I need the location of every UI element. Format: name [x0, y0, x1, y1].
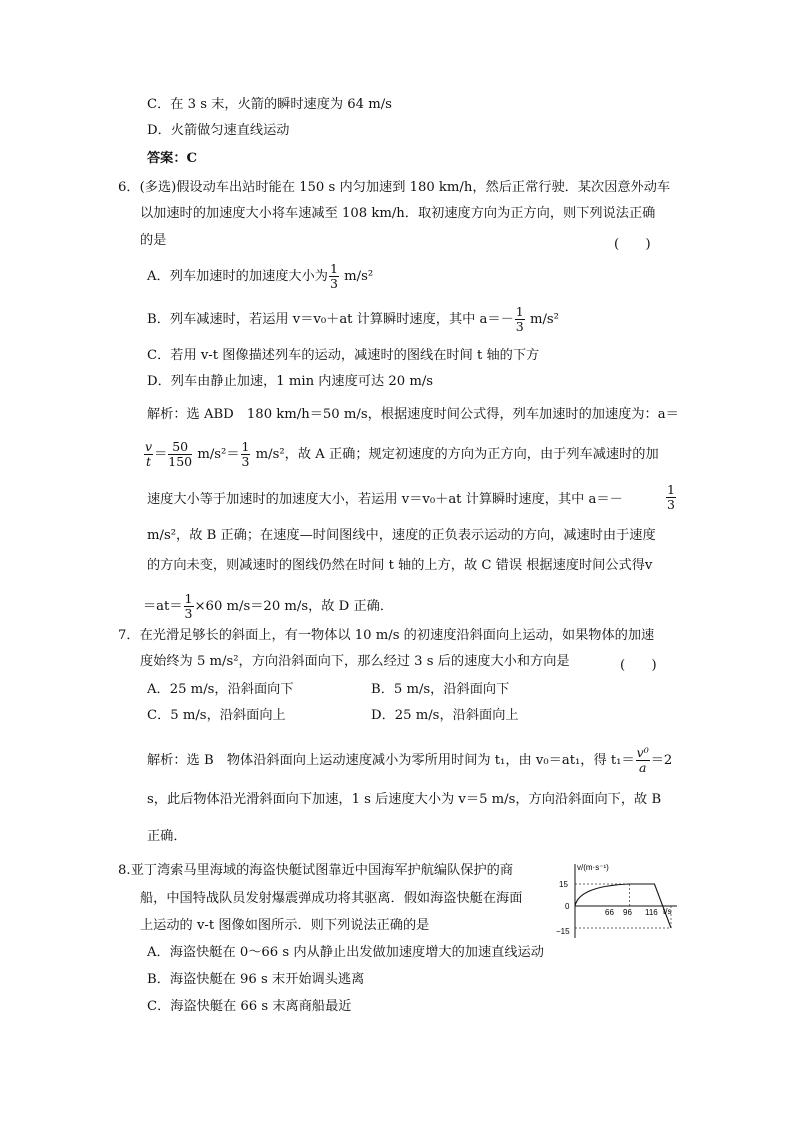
q7-solution-line2: s，此后物体沿光滑斜面向下加速，1 s 后速度大小为 v＝5 m/s，方向沿斜面向下，故 B [147, 792, 662, 807]
tick-label-116: 116 [645, 908, 658, 917]
y-axis-label: v/(m·s⁻¹) [577, 863, 609, 872]
fraction-one-third: $\frac{1}{3}$ [184, 591, 193, 621]
fraction-50-over-150: $\frac{50}{150}$ [168, 439, 193, 469]
q5-answer: 答案：C [147, 151, 198, 166]
q5-option-c: C．在 3 s 末，火箭的瞬时速度为 64 m/s [147, 97, 392, 112]
q8-option-b: B．海盗快艇在 96 s 末开始调头逃离 [147, 972, 365, 987]
q8-stem-line1: 8.亚丁湾索马里海域的海盗快艇试图靠近中国海军护航编队保护的商 [118, 863, 514, 878]
q6-solution-line6-post: ×60 m/s＝20 m/s，故 D 正确． [194, 599, 394, 614]
fraction-one-third: $\frac{1}{3}$ [241, 439, 250, 469]
q7-option-d: D．25 m/s，沿斜面向上 [371, 708, 519, 723]
q7-option-a: A．25 m/s，沿斜面向下 [147, 682, 294, 697]
q6-solution-line6-pre: ＝at＝ [143, 599, 183, 614]
tick-label-minus15: −15 [556, 927, 570, 936]
q5-option-d: D．火箭做匀速直线运动 [147, 123, 290, 138]
q7-answer-bracket: ( ) [620, 658, 657, 673]
q6-option-b-text: B．列车减速时，若运用 v＝v₀＋at 计算瞬时速度，其中 a＝－ [147, 312, 514, 327]
q6-stem-line1: 6．(多选)假设动车出站时能在 150 s 内匀加速到 180 km/h，然后正常行驶．某次因意外动车 [118, 180, 671, 195]
q6-option-d: D．列车由静止加速，1 min 内速度可达 20 m/s [147, 374, 434, 389]
q7-stem-line1: 7．在光滑足够长的斜面上，有一物体以 10 m/s 的初速度沿斜面向上运动，如果物体的加速 [118, 628, 655, 643]
fraction-v-over-t: $\frac{v}{t}$ [145, 439, 153, 469]
q6-option-a-text: A．列车加速时的加速度大小为 [147, 269, 328, 284]
fraction-one-third: $\frac{1}{3}$ [515, 304, 524, 334]
x-axis-label: t/s [663, 907, 672, 916]
q6-answer-bracket: ( ) [614, 237, 651, 252]
q7-option-c: C．5 m/s，沿斜面向上 [147, 708, 286, 723]
q6-solution-line4: m/s²，故 B 正确；在速度—时间图线中，速度的正负表示运动的方向，减速时由于速度 [147, 528, 656, 543]
tick-label-15: 15 [559, 880, 568, 889]
tick-label-66: 66 [605, 908, 614, 917]
q6-solution-line2: $\frac{v}{t}$ ＝ $\frac{50}{150}$ m/s²＝ $\frac{1}{3}$ m/s²，故 A 正确；规定初速度的方向为正方向，由于列车减速时的加 [145, 439, 659, 469]
q6-solution-line6 [143, 592, 393, 621]
tick-label-96: 96 [623, 908, 632, 917]
q6-solution-unit: m/s²＝ [197, 447, 240, 462]
q6-solution-line5: 的方向未变，则减速时的图线仍然在时间 t 轴的上方，故 C 错误 根据速度时间公式得v [147, 558, 653, 573]
q7-solution-line1-end: ＝2 [650, 753, 673, 768]
q7-solution-line3: 正确． [147, 829, 187, 844]
q6-stem-line3: 的是 [140, 233, 167, 248]
q6-option-b [147, 305, 559, 334]
q6-stem-line2: 以加速时的加速度大小将车速减至 108 km/h．取初速度方向为正方向，则下列说法正确 [140, 206, 656, 221]
fraction-v0-over-a: $\frac{\text{v⁰}}{a}$ [636, 745, 649, 775]
q8-option-a: A．海盗快艇在 0～66 s 内从静止出发做加速度增大的加速直线运动 [147, 945, 544, 960]
vt-graph [555, 858, 685, 942]
q6-option-b-unit: m/s² [529, 312, 559, 327]
tick-label-0: 0 [565, 902, 570, 911]
q6-solution-line2-text: m/s²，故 A 正确；规定初速度的方向为正方向，由于列车减速时的加 [255, 447, 659, 462]
q7-solution-line1 [147, 746, 672, 775]
q6-option-a [147, 262, 373, 291]
q6-solution-line3: 速度大小等于加速时的加速度大小，若运用 v＝v₀＋at 计算瞬时速度，其中 a＝－ [147, 492, 623, 507]
q7-solution-line1-text: 解析：选 B 物体沿斜面向上运动速度减小为零所用时间为 t₁，由 v₀＝at₁，得 t₁＝ [147, 753, 635, 768]
q8-option-c: C．海盗快艇在 66 s 末离商船最近 [147, 999, 352, 1014]
q6-option-a-unit: m/s² [344, 269, 374, 284]
q7-option-b: B．5 m/s，沿斜面向下 [371, 682, 510, 697]
q6-option-c: C．若用 v-t 图像描述列车的运动，减速时的图线在时间 t 轴的下方 [147, 348, 540, 363]
fraction-one-third: $\frac{1}{3}$ [667, 482, 675, 512]
q6-solution-line1: 解析：选 ABD 180 km/h＝50 m/s，根据速度时间公式得，列车加速时的加速度为：a＝ [147, 407, 679, 422]
q7-stem-line2: 度始终为 5 m/s²，方向沿斜面向下，那么经过 3 s 后的速度大小和方向是 [140, 654, 570, 669]
q8-stem-line2: 船，中国特战队员发射爆震弹成功将其驱离．假如海盗快艇在海面 [140, 891, 523, 906]
q8-stem-line3: 上运动的 v-t 图像如图所示．则下列说法正确的是 [140, 918, 430, 933]
fraction-one-third: $\frac{1}{3}$ [329, 261, 338, 291]
